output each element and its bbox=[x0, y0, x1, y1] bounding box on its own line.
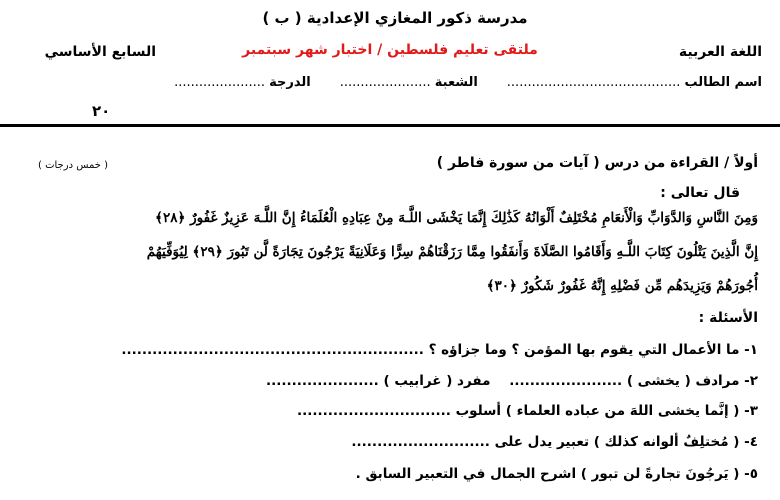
question-1 bbox=[22, 342, 758, 358]
section-field[interactable]: ...................... bbox=[339, 75, 431, 90]
question-2a-text: ٢- مرادف ( يخشى ) bbox=[626, 373, 758, 389]
question-2a-answer[interactable]: ...................... bbox=[509, 373, 623, 389]
question-1-answer[interactable]: ........................................................... bbox=[121, 342, 424, 358]
question-2b-text: مفرد ( غرابيب ) bbox=[383, 373, 491, 389]
section-points: ( خمس درجات ) bbox=[38, 160, 109, 171]
total-mark: ٢٠ bbox=[92, 102, 111, 120]
question-2 bbox=[22, 373, 758, 389]
verse-line-1: وَمِنَ النَّاسِ وَالدَّوَابِّ وَالْأَنعَامِ مُخْتَلِفٌ أَلْوَانُهُ كَذَٰلِكَ إِنَّمَا يَخْشَى اللَّـهَ مِنْ عِبَادِهِ الْعُلَمَاءُ إِنَّ اللَّـهَ عَزِيزٌ غَفُورٌ ﴿٢٨﴾ bbox=[155, 210, 758, 226]
forum-title: ملتقى تعليم فلسطين / اختبار شهر سبتمبر bbox=[242, 42, 538, 58]
verse-intro: قال تعالى : bbox=[660, 185, 740, 201]
question-3 bbox=[22, 403, 758, 419]
question-3-text: ٣- ( إنَّما يخشى اللهَ من عباده العلماء ) أسلوب bbox=[455, 403, 758, 419]
grade-label: السابع الأساسي bbox=[44, 44, 156, 60]
question-2b-answer[interactable]: ...................... bbox=[265, 373, 379, 389]
student-info-row bbox=[22, 75, 762, 95]
questions-label: الأسئلة : bbox=[698, 310, 758, 326]
mark-field[interactable]: ...................... bbox=[174, 75, 266, 90]
question-1-text: ١- ما الأعمال التي يقوم بها المؤمن ؟ وما جزاؤه ؟ bbox=[428, 342, 758, 358]
section-title: أولاً / القراءة من درس ( آيات من سورة فاطر ) bbox=[436, 155, 758, 171]
section-label: الشعبة bbox=[434, 75, 478, 90]
school-name: مدرسة ذكور المغازي الإعدادية ( ب ) bbox=[262, 9, 528, 27]
question-3-answer[interactable]: .............................. bbox=[297, 403, 451, 419]
student-name-field[interactable]: .......................................... bbox=[506, 75, 681, 90]
question-4 bbox=[22, 434, 758, 450]
verse-line-2: إِنَّ الَّذِينَ يَتْلُونَ كِتَابَ اللَّـهِ وَأَقَامُوا الصَّلَاةَ وَأَنفَقُوا مِمَّا رَزَقْنَاهُمْ سِرًّا وَعَلَانِيَةً يَرْجُونَ تِجَارَةً لَّن تَبُورَ ﴿٢٩﴾ لِيُوَفِّيَهُمْ bbox=[146, 244, 758, 260]
subject-label: اللغة العربية bbox=[678, 44, 762, 60]
question-5: ٥- ( يَرجُونَ تجارةً لن تبور ) اشرح الجمال في التعبير السابق . bbox=[355, 466, 758, 482]
mark-label: الدرجة bbox=[269, 75, 311, 90]
header-divider bbox=[0, 124, 780, 127]
student-name-label: اسم الطالب bbox=[684, 75, 762, 90]
verse-line-3: أُجُورَهُمْ وَيَزِيدَهُم مِّن فَضْلِهِ إِنَّهُ غَفُورٌ شَكُورٌ ﴿٣٠﴾ bbox=[486, 278, 758, 294]
question-4-text: ٤- ( مُختلِفٌ ألوانه كذلك ) تعبير يدل على bbox=[494, 434, 758, 450]
question-4-answer[interactable]: ........................... bbox=[351, 434, 490, 450]
